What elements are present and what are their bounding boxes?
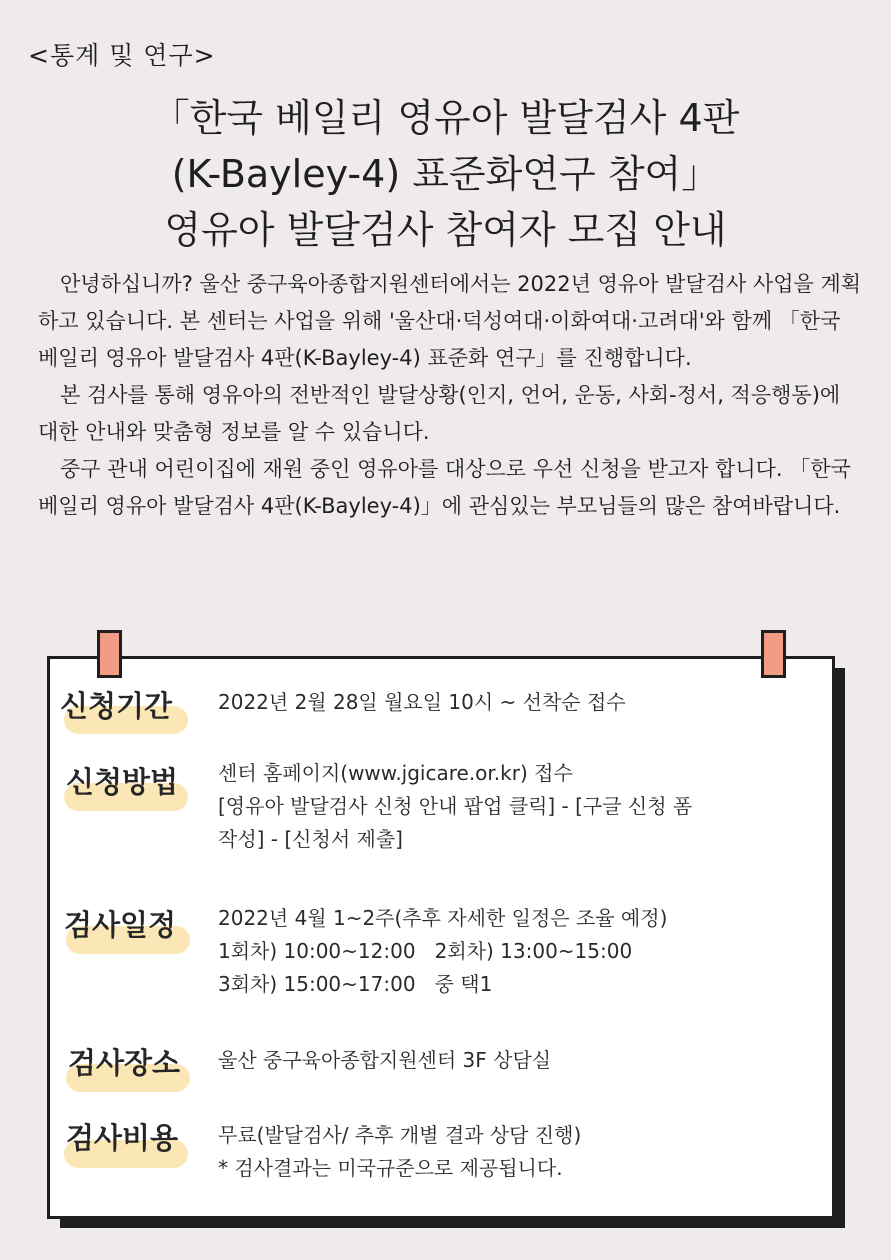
method-line-2: [영유아 발달검사 신청 안내 팝업 클릭] - [구글 신청 폼 (218, 794, 693, 818)
period-line-1: 2022년 2월 28일 월요일 10시 ~ 선착순 접수 (218, 690, 626, 714)
schedule-line-1: 2022년 4월 1~2주(추후 자세한 일정은 조율 예정) (218, 906, 668, 930)
method-label: 신청방법 (66, 765, 179, 799)
method-detail (218, 757, 692, 856)
intro-paragraph-2: 본 검사를 통해 영유아의 전반적인 발달상황(인지, 언어, 운동, 사회-정서, 적응행동)에 대한 안내와 맞춤형 정보를 알 수 있습니다. (38, 383, 841, 444)
period-label: 신청기간 (60, 689, 173, 723)
card-tab-left (97, 630, 122, 678)
card-tab-right (761, 630, 786, 678)
intro-paragraph-1: 안녕하십니까? 울산 중구육아종합지원센터에서는 2022년 영유아 발달검사 사업을 계획하고 있습니다. 본 센터는 사업을 위해 '울산대·덕성여대·이화여대·고려대'와 함께 「한국 베일리 영유아 발달검사 4판(K-Bayley-4) 표준화 연구」를 진행합니다. (38, 272, 862, 370)
cost-line-1: 무료(발달검사/ 추후 개별 결과 상담 진행) (218, 1123, 582, 1147)
location-detail (218, 1044, 551, 1077)
period-detail (218, 686, 626, 719)
cost-detail (218, 1119, 581, 1185)
method-line-3: 작성] - [신청서 제출] (218, 827, 403, 851)
title-line-2: (K-Bayley-4) 표준화연구 참여」 (171, 152, 720, 196)
schedule-line-3: 3회차) 15:00~17:00 중 택1 (218, 972, 493, 996)
page-title (0, 90, 891, 258)
cost-line-2: * 검사결과는 미국규준으로 제공됩니다. (218, 1156, 563, 1180)
title-line-1: 「한국 베일리 영유아 발달검사 4판 (151, 96, 740, 140)
title-line-3: 영유아 발달검사 참여자 모집 안내 (164, 208, 727, 252)
cost-label: 검사비용 (66, 1121, 179, 1155)
schedule-label: 검사일정 (64, 908, 177, 942)
category-label: <통계 및 연구> (28, 41, 216, 70)
intro-paragraph-3: 중구 관내 어린이집에 재원 중인 영유아를 대상으로 우선 신청을 받고자 합니다. 「한국 베일리 영유아 발달검사 4판(K-Bayley-4)」에 관심있는 부모님들의 많은 참여바랍니다. (38, 457, 851, 518)
schedule-detail (218, 902, 667, 1001)
intro-text (38, 266, 864, 525)
location-label: 검사장소 (68, 1046, 181, 1080)
method-line-1: 센터 홈페이지(www.jgicare.or.kr) 접수 (218, 761, 573, 785)
schedule-line-2: 1회차) 10:00~12:00 2회차) 13:00~15:00 (218, 939, 633, 963)
location-line-1: 울산 중구육아종합지원센터 3F 상담실 (218, 1048, 552, 1072)
